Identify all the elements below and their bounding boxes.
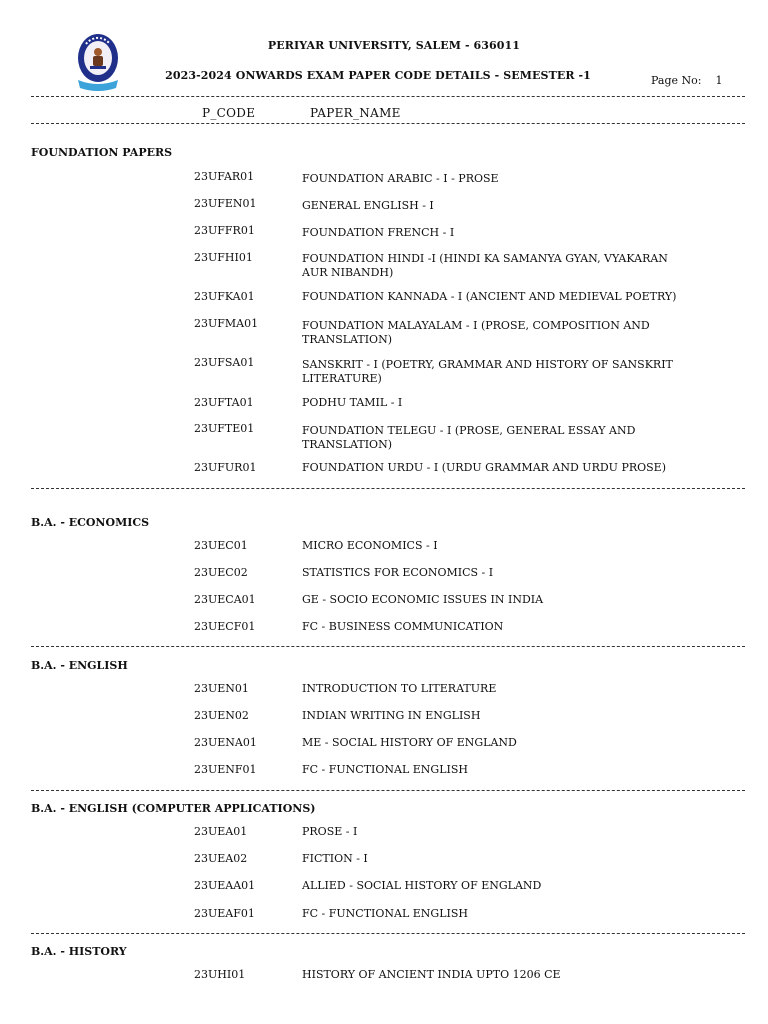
paper-code: 23UEC02: [194, 566, 248, 579]
paper-code: 23UFEN01: [194, 197, 257, 210]
column-header-code: P_CODE: [202, 106, 256, 120]
paper-name: PROSE - I: [302, 825, 358, 838]
paper-name: FOUNDATION TELEGU - I (PROSE, GENERAL ESSAY AND TRANSLATION): [302, 424, 636, 451]
section-title: B.A. - HISTORY: [31, 945, 127, 958]
paper-code: 23UEN02: [194, 709, 249, 722]
page-number: [651, 74, 722, 87]
paper-code: 23UEC01: [194, 539, 248, 552]
paper-name: GENERAL ENGLISH - I: [302, 199, 434, 212]
paper-code: 23UECA01: [194, 593, 256, 606]
paper-name: FC - FUNCTIONAL ENGLISH: [302, 907, 468, 920]
paper-name: GE - SOCIO ECONOMIC ISSUES IN INDIA: [302, 593, 544, 606]
paper-code: 23UEAA01: [194, 879, 256, 892]
paper-name: ALLIED - SOCIAL HISTORY OF ENGLAND: [302, 879, 542, 892]
paper-name: MICRO ECONOMICS - I: [302, 539, 438, 552]
paper-code: 23UFAR01: [194, 170, 255, 183]
divider: [31, 790, 745, 791]
paper-name: INTRODUCTION TO LITERATURE: [302, 682, 497, 695]
paper-name: FOUNDATION FRENCH - I: [302, 226, 455, 239]
paper-name: FOUNDATION ARABIC - I - PROSE: [302, 172, 499, 185]
page-number-value: 1: [715, 74, 723, 87]
paper-code: 23UEA01: [194, 825, 248, 838]
divider: [31, 123, 745, 124]
paper-name: SANSKRIT - I (POETRY, GRAMMAR AND HISTORY OF SANSKRIT LITERATURE): [302, 358, 673, 385]
section-title: FOUNDATION PAPERS: [31, 146, 173, 159]
page-number-label: Page No:: [651, 74, 702, 87]
divider: [31, 488, 745, 489]
divider: [31, 646, 745, 647]
paper-code: 23UFFR01: [194, 224, 255, 237]
paper-name: ME - SOCIAL HISTORY OF ENGLAND: [302, 736, 517, 749]
section-title: B.A. - ENGLISH: [31, 659, 128, 672]
section-title: B.A. - ECONOMICS: [31, 516, 150, 529]
paper-code: 23UFSA01: [194, 356, 255, 369]
university-title: PERIYAR UNIVERSITY, SALEM - 636011: [267, 39, 521, 52]
paper-code: 23UFMA01: [194, 317, 259, 330]
paper-code: 23UEN01: [194, 682, 249, 695]
paper-code: 23UECF01: [194, 620, 256, 633]
paper-code: 23UFUR01: [194, 461, 257, 474]
paper-name: FOUNDATION HINDI -I (HINDI KA SAMANYA GYAN, VYAKARAN AUR NIBANDH): [302, 252, 668, 279]
paper-name: FC - BUSINESS COMMUNICATION: [302, 620, 504, 633]
paper-name: INDIAN WRITING IN ENGLISH: [302, 709, 481, 722]
paper-code: 23UEA02: [194, 852, 248, 865]
paper-code: 23UEAF01: [194, 907, 255, 920]
divider: [31, 96, 745, 97]
paper-code: 23UHI01: [194, 968, 246, 981]
paper-code: 23UFTA01: [194, 396, 254, 409]
column-header-name: PAPER_NAME: [310, 106, 401, 120]
paper-name: FICTION - I: [302, 852, 368, 865]
paper-code: 23UENF01: [194, 763, 257, 776]
paper-name: STATISTICS FOR ECONOMICS - I: [302, 566, 494, 579]
document-subtitle: 2023-2024 ONWARDS EXAM PAPER CODE DETAILS - SEMESTER -1: [165, 69, 591, 82]
paper-name: HISTORY OF ANCIENT INDIA UPTO 1206 CE: [302, 968, 561, 981]
paper-code: 23UFTE01: [194, 422, 255, 435]
paper-name: FOUNDATION URDU - I (URDU GRAMMAR AND URDU PROSE): [302, 461, 666, 474]
paper-code: 23UFKA01: [194, 290, 255, 303]
paper-name: PODHU TAMIL - I: [302, 396, 403, 409]
paper-code: 23UFHI01: [194, 251, 253, 264]
paper-code: 23UENA01: [194, 736, 257, 749]
paper-name: FOUNDATION MALAYALAM - I (PROSE, COMPOSITION AND TRANSLATION): [302, 319, 650, 346]
paper-name: FOUNDATION KANNADA - I (ANCIENT AND MEDIEVAL POETRY): [302, 290, 677, 303]
paper-name: FC - FUNCTIONAL ENGLISH: [302, 763, 468, 776]
divider: [31, 933, 745, 934]
section-title: B.A. - ENGLISH (COMPUTER APPLICATIONS): [31, 802, 316, 815]
